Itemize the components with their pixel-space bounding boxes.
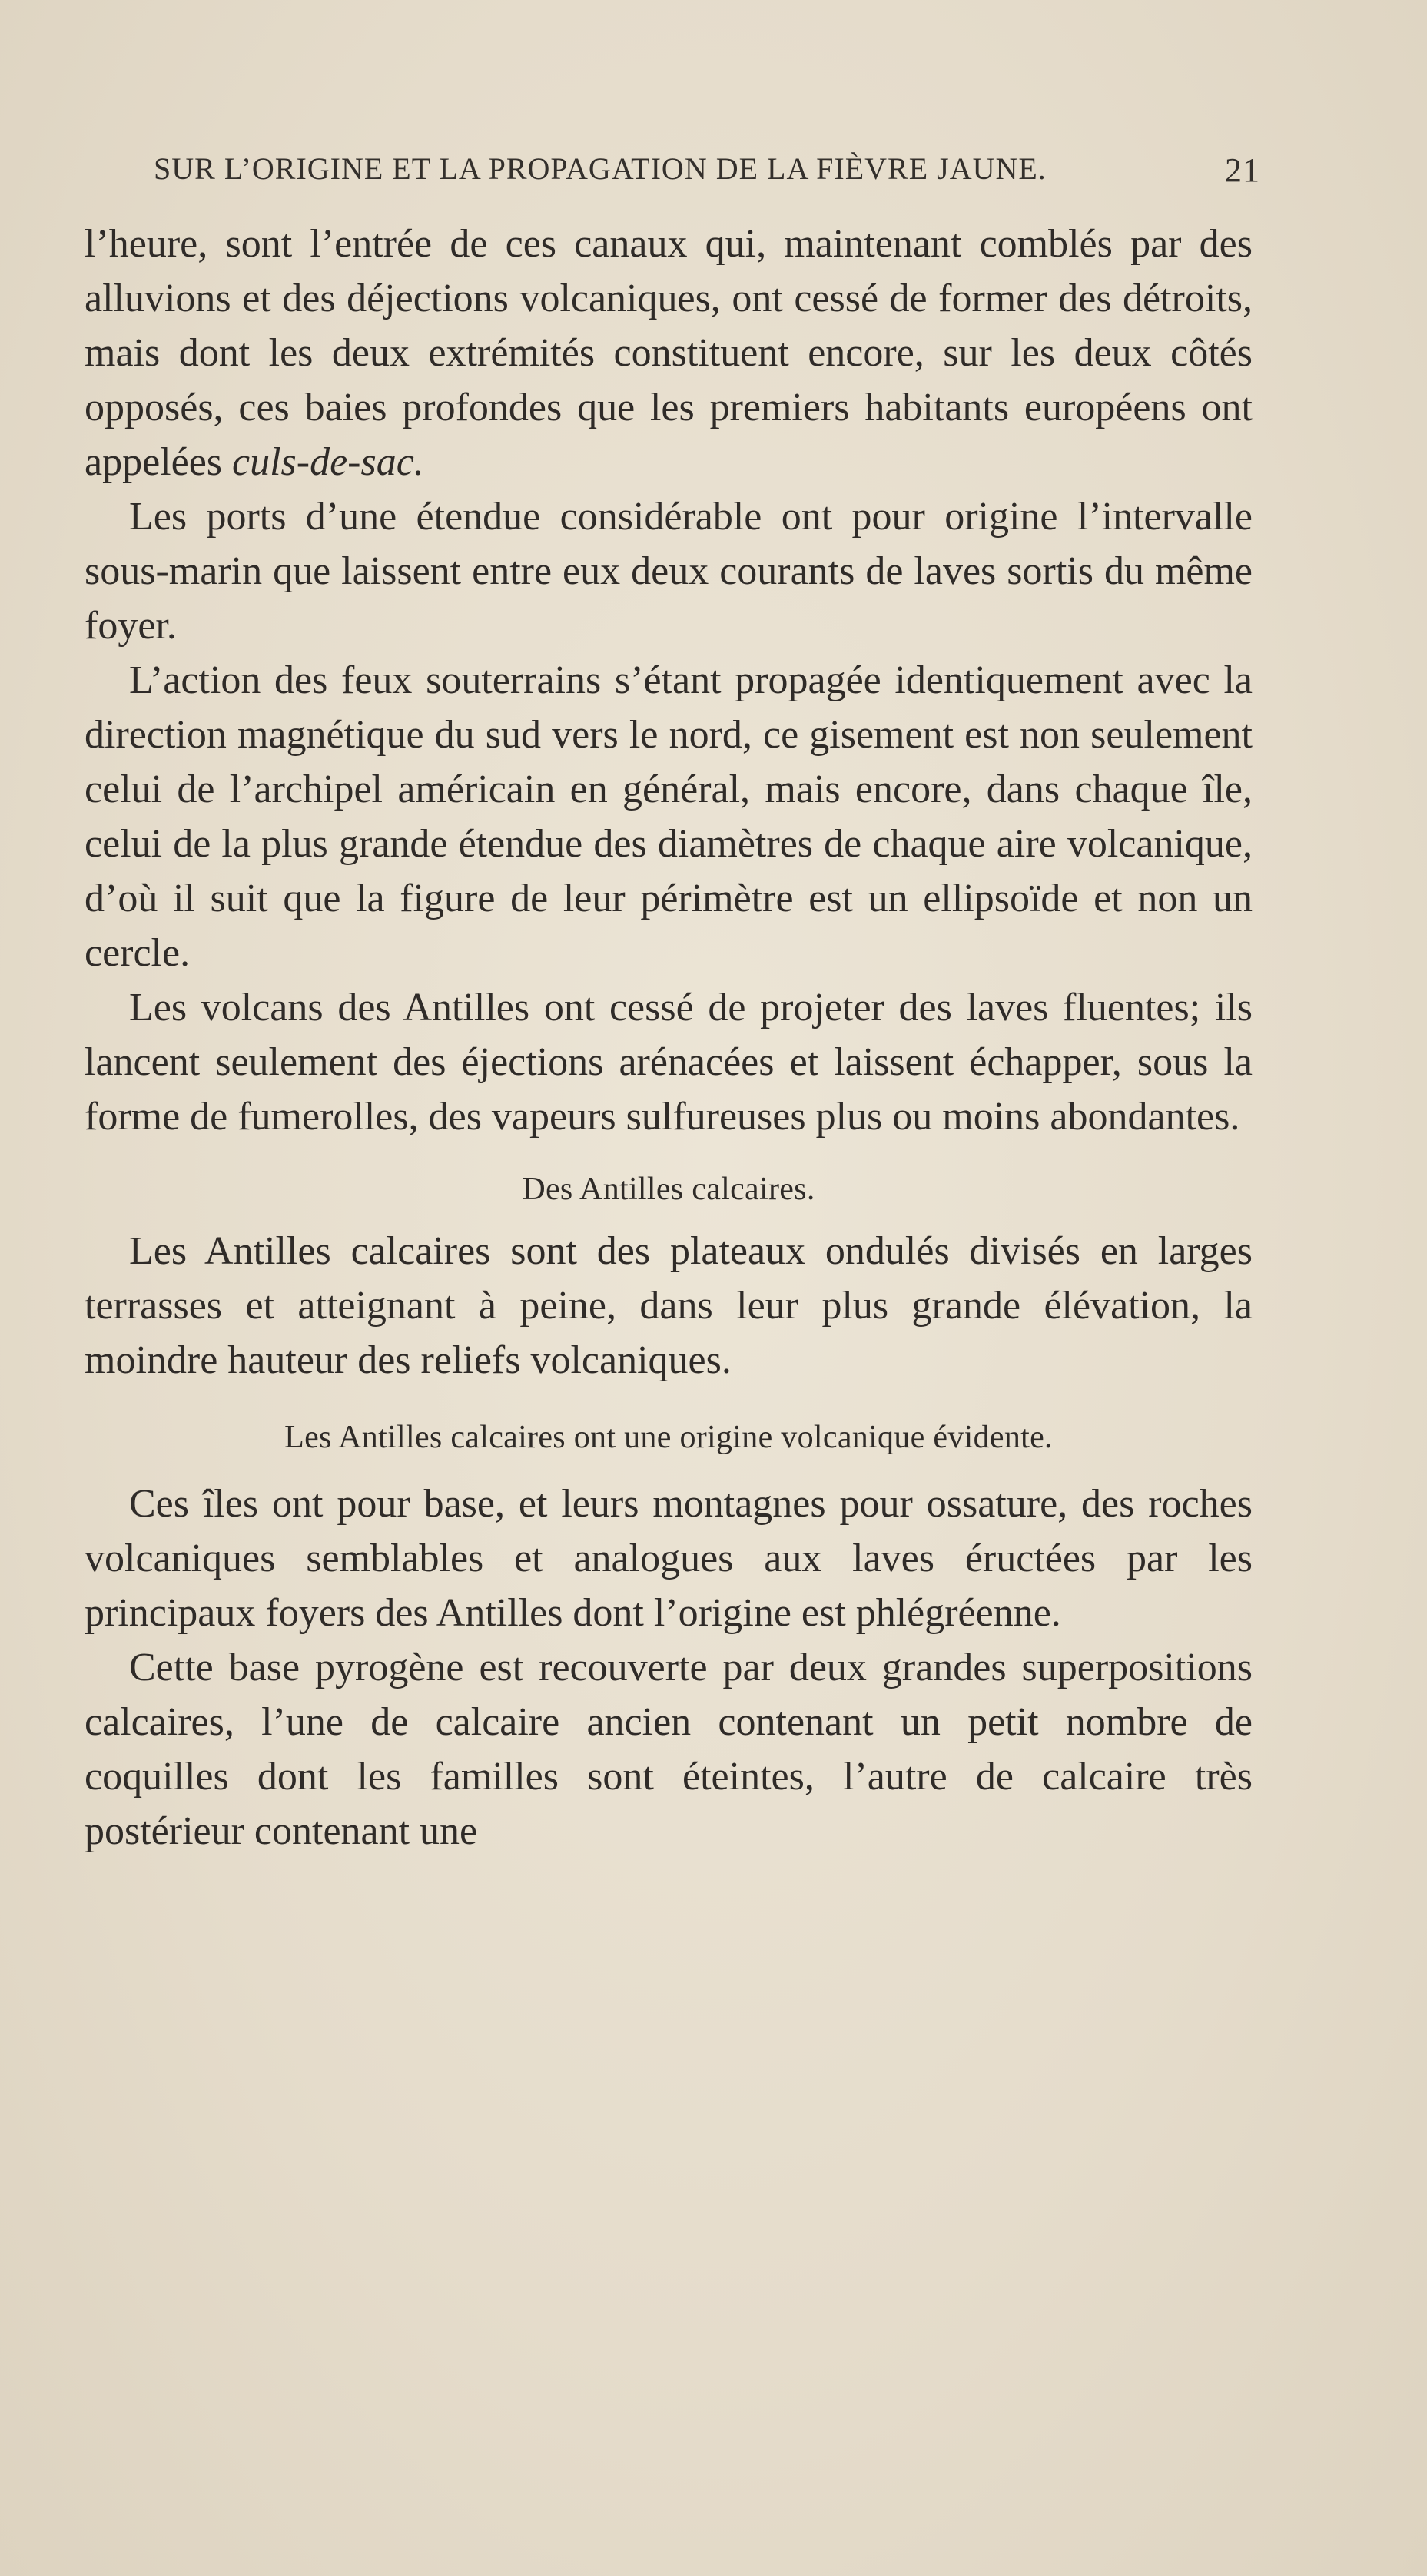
paragraph-volcans: Les volcans des Antilles ont cessé de projeter des laves fluentes; ils lancent seulement des éjections arénacées et laissent échapper, sous la forme de fumerolles, des vapeurs sulfureuses plus ou moins abondantes. — [85, 986, 1253, 1139]
body-text — [85, 217, 1253, 1858]
paragraph-antilles-calcaires: Les Antilles calcaires sont des plateaux ondulés divisés en larges terrasses et atteignant à peine, dans leur plus grande élévation, la moindre hauteur des reliefs volcaniques. — [85, 1229, 1253, 1382]
italic-term: culs-de-sac. — [232, 440, 424, 484]
paragraph-base-pyrogene: Cette base pyrogène est recouverte par deux grandes superpositions calcaires, l’une de calcaire ancien contenant un petit nombre de coquilles dont les familles sont éteintes, l’autre de calcaire très postérieur contenant une — [85, 1646, 1253, 1853]
section-heading-origine-volcanique: Les Antilles calcaires ont une origine volcanique évidente. — [284, 1420, 1053, 1455]
paragraph-feux-souterrains: L’action des feux souterrains s’étant propagée identiquement avec la direction magnétique du sud vers le nord, ce gisement est non seulement celui de l’archipel américain en général, mais encore, dans chaque île, celui de la plus grande étendue des diamètres de chaque aire volcanique, d’où il suit que la figure de leur périmètre est un ellipsoïde et non un cercle. — [85, 658, 1253, 975]
paragraph-continued — [85, 217, 1253, 489]
page-number: 21 — [1225, 151, 1260, 189]
header-title: SUR L’ORIGINE ET LA PROPAGATION DE LA FIÈVRE JAUNE. — [154, 151, 1047, 186]
paragraph-base-iles: Ces îles ont pour base, et leurs montagnes pour ossature, des roches volcaniques semblables et analogues aux laves éructées par les principaux foyers des Antilles dont l’origine est phlégréenne. — [85, 1482, 1253, 1635]
section-heading-antilles-calcaires: Des Antilles calcaires. — [522, 1172, 815, 1207]
paragraph-ports: Les ports d’une étendue considérable ont pour origine l’intervalle sous-marin que laissent entre eux deux courants de laves sortis du même foyer. — [85, 495, 1253, 648]
running-header — [154, 151, 1260, 197]
paragraph-1-text: l’heure, sont l’entrée de ces canaux qui, maintenant comblés par des alluvions et des déjections volcaniques, ont cessé de former des détroits, mais dont les deux extrémités constituent encore, sur les deux côtés opposés, ces baies profondes que les premiers habitants européens ont appelées — [85, 222, 1253, 484]
